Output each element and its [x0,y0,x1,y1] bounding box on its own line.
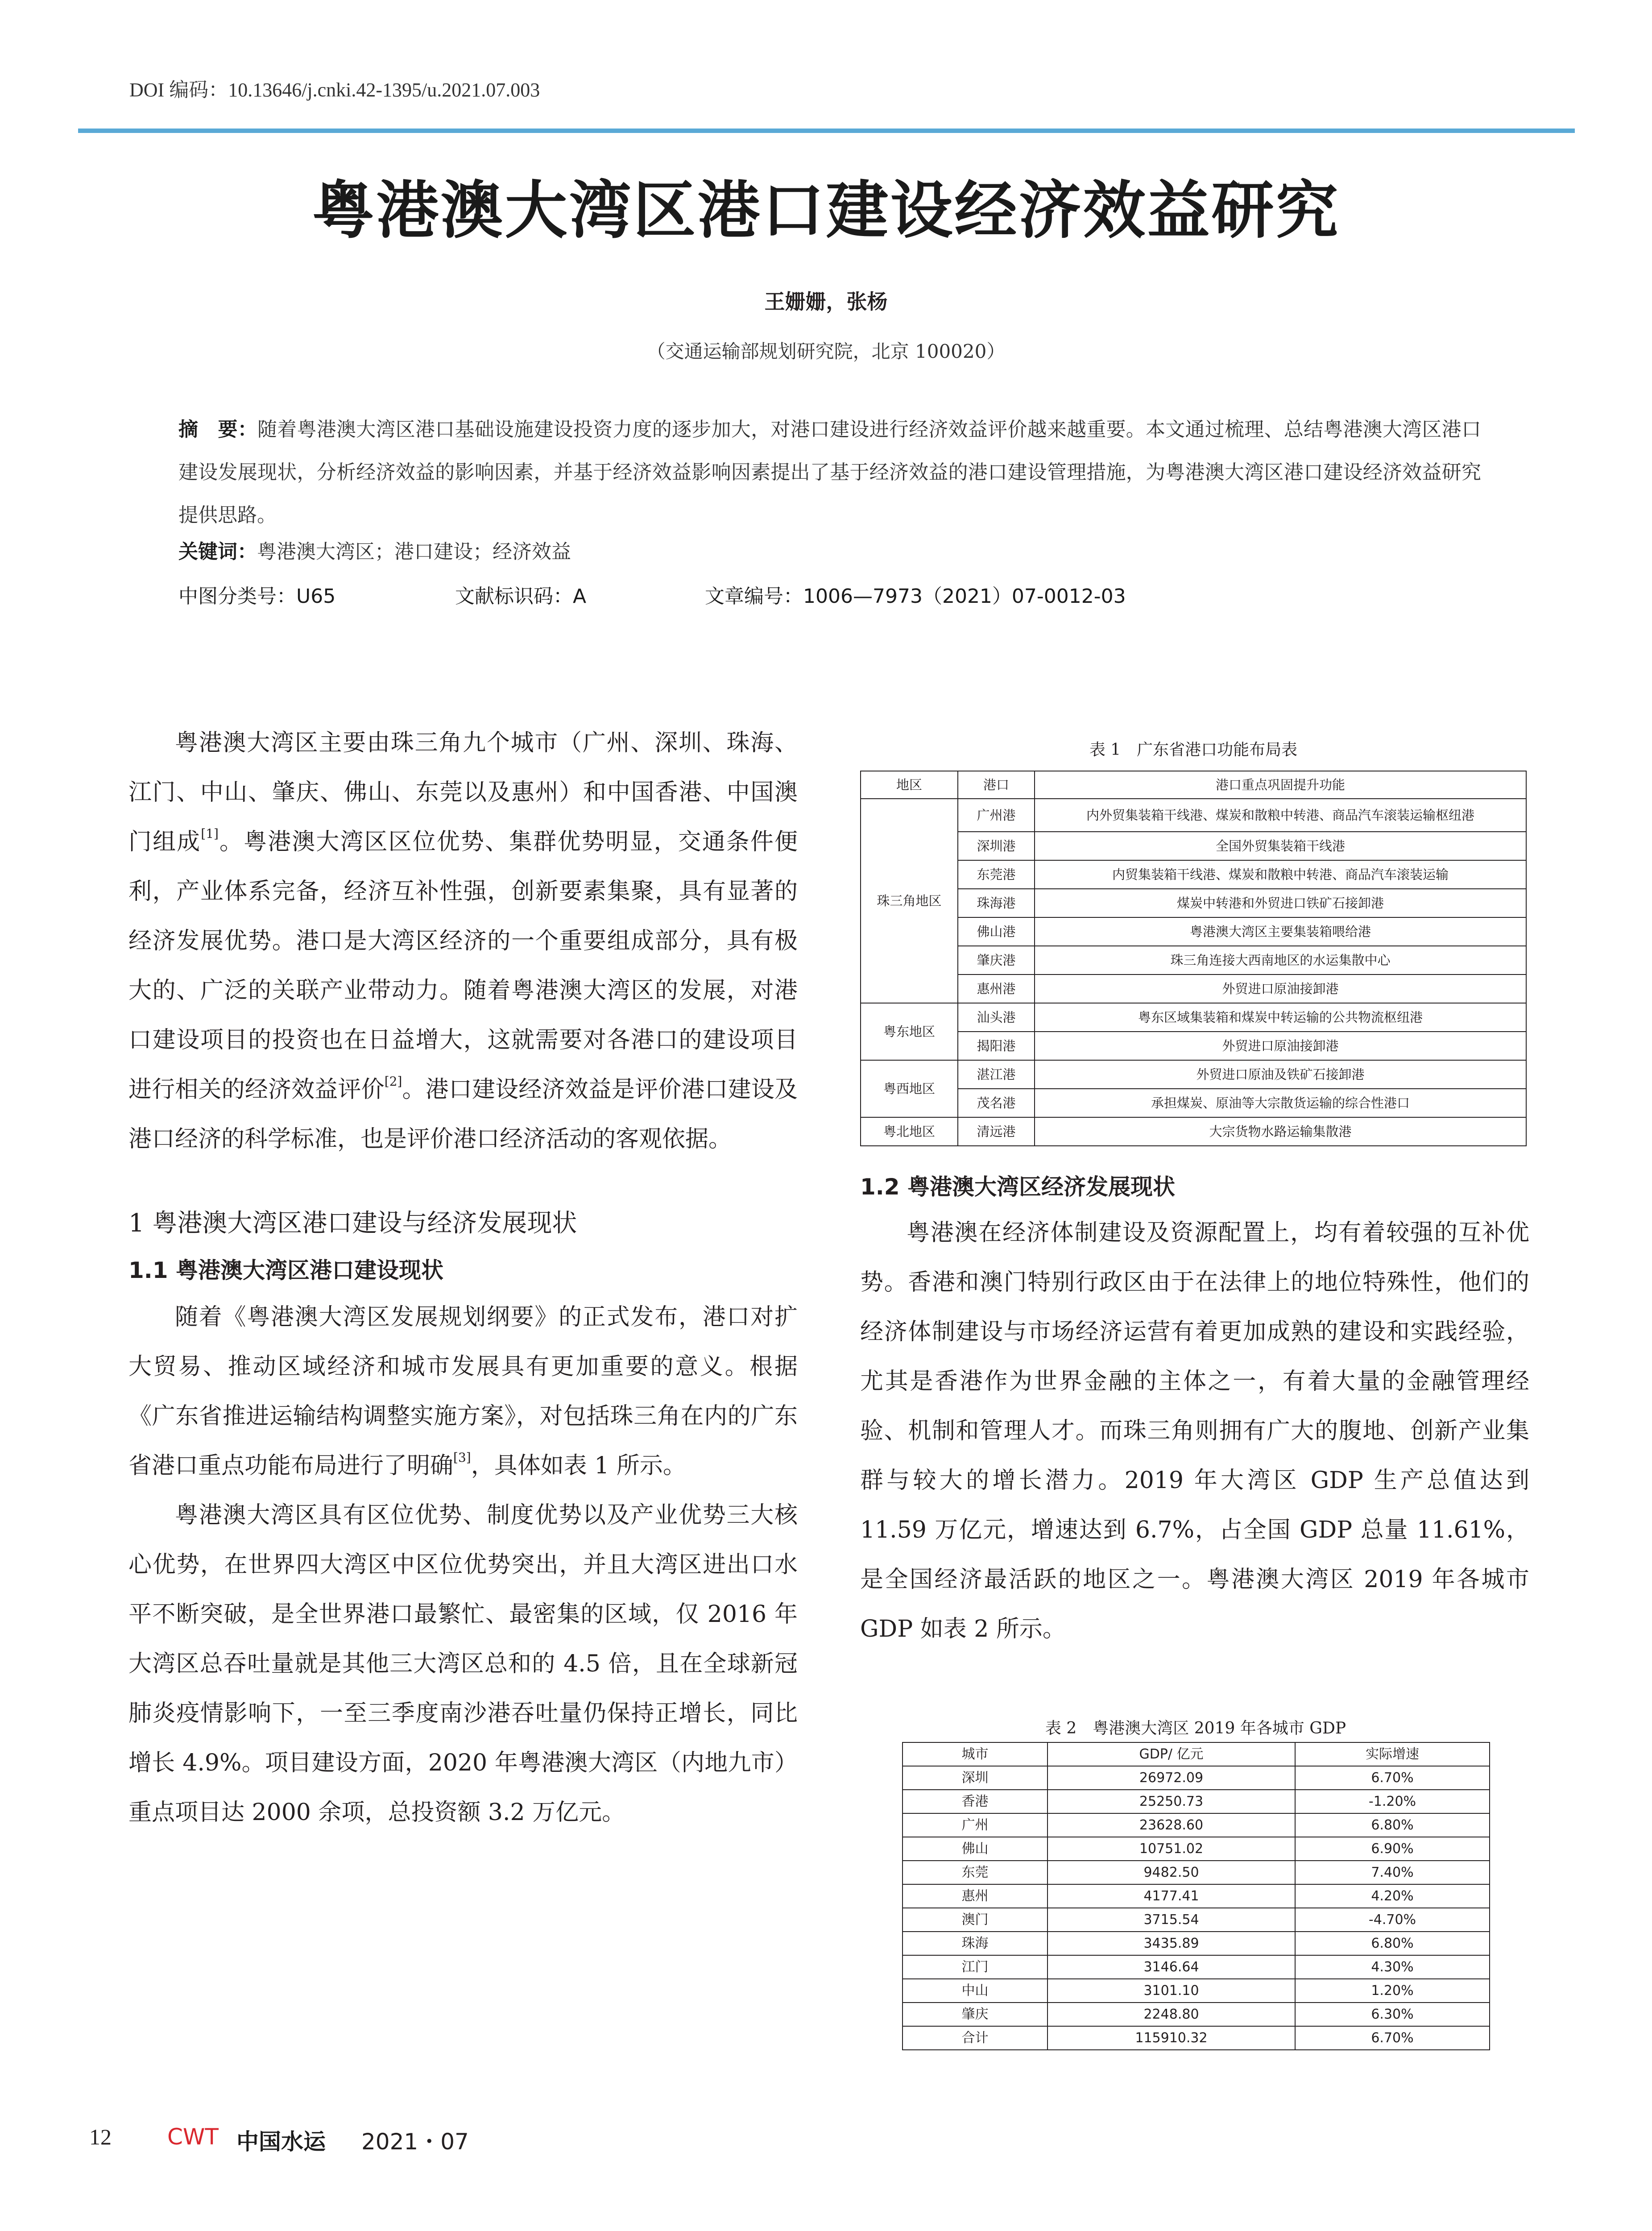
abstract [178,408,1481,537]
table-cell: 26972.09 [1048,1766,1295,1790]
paragraph: 粤港澳在经济体制建设及资源配置上，均有着较强的互补优势。香港和澳门特别行政区由于在法律上的地位特殊性，他们的经济体制建设与市场经济运营有着更加成熟的建设和实践经验，尤其是香港作为世界金融的主体之一，有着大量的金融管理经验、机制和管理人才。而珠三角则拥有广大的腹地、创新产业集群与较大的增长潜力。2019 年大湾区 GDP 生产总值达到 11.59 万亿元，增速达到 6.7%，占全国 GDP 总量 11.61%，是全国经济最活跃的地区之一。粤港澳大湾区 2019 年各城市 GDP 如表 2 所示。 [860,1219,1529,1642]
port-cell: 珠海港 [958,889,1035,917]
table1 [860,771,1527,1146]
table-cell: 合计 [903,2026,1048,2050]
header-rule [78,129,1575,133]
table-row [903,1861,1490,1884]
table2 [902,1742,1490,2050]
table-cell: 江门 [903,1955,1048,1979]
table-cell: 6.70% [1295,2026,1490,2050]
paragraph: 随着《粤港澳大湾区发展规划纲要》的正式发布，港口对扩大贸易、推动区域经济和城市发展具有更加重要的意义。根据《广东省推进运输结构调整实施方案》，对包括珠三角在内的广东省港口重点功能布局进行了明确[3]，具体如表 1 所示。 [128,1304,798,1479]
port-cell: 东莞港 [958,860,1035,889]
table-cell: -4.70% [1295,1908,1490,1932]
table-cell: 9482.50 [1048,1861,1295,1884]
authors: 王姗姗，张杨 [764,290,888,314]
table-cell: 115910.32 [1048,2026,1295,2050]
function-cell: 粤港澳大湾区主要集装箱喂给港 [1035,917,1526,946]
article-title: 粤港澳大湾区港口建设经济效益研究 [312,174,1340,247]
region-cell: 珠三角地区 [861,799,958,1003]
journal-name: 中国水运 [236,2128,326,2155]
section-heading-1-1: 1.1 粤港澳大湾区港口建设现状 [128,1257,443,1283]
region-cell: 粤北地区 [861,1117,958,1146]
clc-number: 中图分类号：U65 [178,585,336,608]
port-cell: 汕头港 [958,1003,1035,1032]
function-cell: 外贸进口原油及铁矿石接卸港 [1035,1060,1526,1089]
article-number: 文章编号：1006—7973（2021）07-0012-03 [705,585,1126,608]
table-cell: 6.90% [1295,1837,1490,1861]
function-cell: 内贸集装箱干线港、煤炭和散粮中转港、商品汽车滚装运输 [1035,860,1526,889]
table-header-cell: 地区 [861,771,958,799]
citation: [2] [384,1074,402,1089]
keywords-text: 粤港澳大湾区；港口建设；经济效益 [257,540,571,563]
section-heading-1-2: 1.2 粤港澳大湾区经济发展现状 [860,1174,1175,1200]
abstract-label: 摘 要： [178,418,257,441]
table-row [903,1813,1490,1837]
port-cell: 揭阳港 [958,1032,1035,1060]
port-cell: 肇庆港 [958,946,1035,975]
table-header-cell: 港口 [958,771,1035,799]
keywords [178,535,571,564]
port-cell: 清远港 [958,1117,1035,1146]
table-header-cell: 城市 [903,1742,1048,1766]
doi-line: DOI 编码：10.13646/j.cnki.42-1395/u.2021.07.003 [129,79,540,101]
function-cell: 外贸进口原油接卸港 [1035,1032,1526,1060]
issue-number: 2021・07 [361,2129,469,2155]
table-row [861,975,1526,1003]
table-cell: 中山 [903,1979,1048,2003]
table-cell: 深圳 [903,1766,1048,1790]
table-cell: 3101.10 [1048,1979,1295,2003]
table-cell: 3146.64 [1048,1955,1295,1979]
table-cell: 惠州 [903,1884,1048,1908]
table-header-row [903,1742,1490,1766]
journal-logo: CWT [167,2124,219,2150]
table-cell: 25250.73 [1048,1790,1295,1813]
port-cell: 湛江港 [958,1060,1035,1089]
table-header-cell: 港口重点巩固提升功能 [1035,771,1526,799]
table-cell: 2248.80 [1048,2003,1295,2026]
table-row [903,2003,1490,2026]
table-row [903,1766,1490,1790]
table-row [861,1003,1526,1032]
section-heading-1: 1 粤港澳大湾区港口建设与经济发展现状 [128,1209,577,1238]
table-cell: 6.80% [1295,1932,1490,1955]
table-cell: 3715.54 [1048,1908,1295,1932]
table-row [861,917,1526,946]
table2-caption: 表 2 粤港澳大湾区 2019 年各城市 GDP [1045,1719,1346,1738]
region-cell: 粤西地区 [861,1060,958,1117]
table-row [861,832,1526,860]
table-row [903,1837,1490,1861]
document-code: 文献标识码：A [455,585,587,608]
abstract-text: 随着粤港澳大湾区港口基础设施建设投资力度的逐步加大，对港口建设进行经济效益评价越来越重要。本文通过梳理、总结粤港澳大湾区港口建设发展现状，分析经济效益的影响因素，并基于经济效益影响因素提出了基于经济效益的港口建设管理措施，为粤港澳大湾区港口建设经济效益研究提供思路。 [178,418,1481,527]
table-cell: 6.80% [1295,1813,1490,1837]
function-cell: 粤东区域集装箱和煤炭中转运输的公共物流枢纽港 [1035,1003,1526,1032]
affiliation: （交通运输部规划研究院，北京 100020） [646,340,1006,362]
table-cell: 1.20% [1295,1979,1490,2003]
table-row [903,1884,1490,1908]
table-cell: 6.70% [1295,1766,1490,1790]
table-row [861,946,1526,975]
page-number: 12 [89,2124,112,2149]
table-cell: 4177.41 [1048,1884,1295,1908]
table-cell: 23628.60 [1048,1813,1295,1837]
function-cell: 外贸进口原油接卸港 [1035,975,1526,1003]
table-row [861,799,1526,832]
port-cell: 佛山港 [958,917,1035,946]
table-cell: 佛山 [903,1837,1048,1861]
table-header-cell: GDP/ 亿元 [1048,1742,1295,1766]
table-row [903,1979,1490,2003]
citation: [1] [201,826,219,841]
table-row [903,2026,1490,2050]
table-row [903,1955,1490,1979]
table-row [861,1060,1526,1089]
right-column [860,1165,1529,1654]
table-cell: -1.20% [1295,1790,1490,1813]
table-cell: 香港 [903,1790,1048,1813]
table1-caption: 表 1 广东省港口功能布局表 [1089,741,1298,759]
region-cell: 粤东地区 [861,1003,958,1060]
table-header-row [861,771,1526,799]
table-row [861,1032,1526,1060]
table-cell: 4.20% [1295,1884,1490,1908]
function-cell: 煤炭中转港和外贸进口铁矿石接卸港 [1035,889,1526,917]
citation: [3] [453,1450,471,1465]
table-cell: 6.30% [1295,2003,1490,2026]
port-cell: 惠州港 [958,975,1035,1003]
table-cell: 7.40% [1295,1861,1490,1884]
table-row [861,1117,1526,1146]
function-cell: 承担煤炭、原油等大宗散货运输的综合性港口 [1035,1089,1526,1117]
table-header-cell: 实际增速 [1295,1742,1490,1766]
port-cell: 深圳港 [958,832,1035,860]
table-cell: 10751.02 [1048,1837,1295,1861]
keywords-label: 关键词： [178,540,257,563]
function-cell: 全国外贸集装箱干线港 [1035,832,1526,860]
table-row [903,1932,1490,1955]
function-cell: 内外贸集装箱干线港、煤炭和散粮中转港、商品汽车滚装运输枢纽港 [1035,799,1526,832]
table-cell: 珠海 [903,1932,1048,1955]
table-cell: 4.30% [1295,1955,1490,1979]
port-cell: 茂名港 [958,1089,1035,1117]
table-row [903,1908,1490,1932]
function-cell: 珠三角连接大西南地区的水运集散中心 [1035,946,1526,975]
function-cell: 大宗货物水路运输集散港 [1035,1117,1526,1146]
table-cell: 广州 [903,1813,1048,1837]
left-column [128,718,798,1837]
port-cell: 广州港 [958,799,1035,832]
table-row [903,1790,1490,1813]
table-cell: 3435.89 [1048,1932,1295,1955]
table-row [861,889,1526,917]
table-cell: 澳门 [903,1908,1048,1932]
table-row [861,860,1526,889]
table-row [861,1089,1526,1117]
paragraph: 粤港澳大湾区主要由珠三角九个城市（广州、深圳、珠海、江门、中山、肇庆、佛山、东莞以及惠州）和中国香港、中国澳门组成[1]。粤港澳大湾区区位优势、集群优势明显，交通条件便利，产业体系完备，经济互补性强，创新要素集聚，具有显著的经济发展优势。港口是大湾区经济的一个重要组成部分，具有极大的、广泛的关联产业带动力。随着粤港澳大湾区的发展，对港口建设项目的投资也在日益增大，这就需要对各港口的建设项目进行相关的经济效益评价[2]。港口建设经济效益是评价港口建设及港口经济的科学标准，也是评价港口经济活动的客观依据。 [128,730,798,1153]
table-cell: 东莞 [903,1861,1048,1884]
table-cell: 肇庆 [903,2003,1048,2026]
paragraph: 粤港澳大湾区具有区位优势、制度优势以及产业优势三大核心优势，在世界四大湾区中区位优势突出，并且大湾区进出口水平不断突破，是全世界港口最繁忙、最密集的区域，仅 2016 年大湾区总吞吐量就是其他三大湾区总和的 4.5 倍，且在全球新冠肺炎疫情影响下，一至三季度南沙港吞吐量仍保持正增长，同比增长 4.9%。项目建设方面，2020 年粤港澳大湾区（内地九市）重点项目达 2000 余项，总投资额 3.2 万亿元。 [128,1502,798,1826]
